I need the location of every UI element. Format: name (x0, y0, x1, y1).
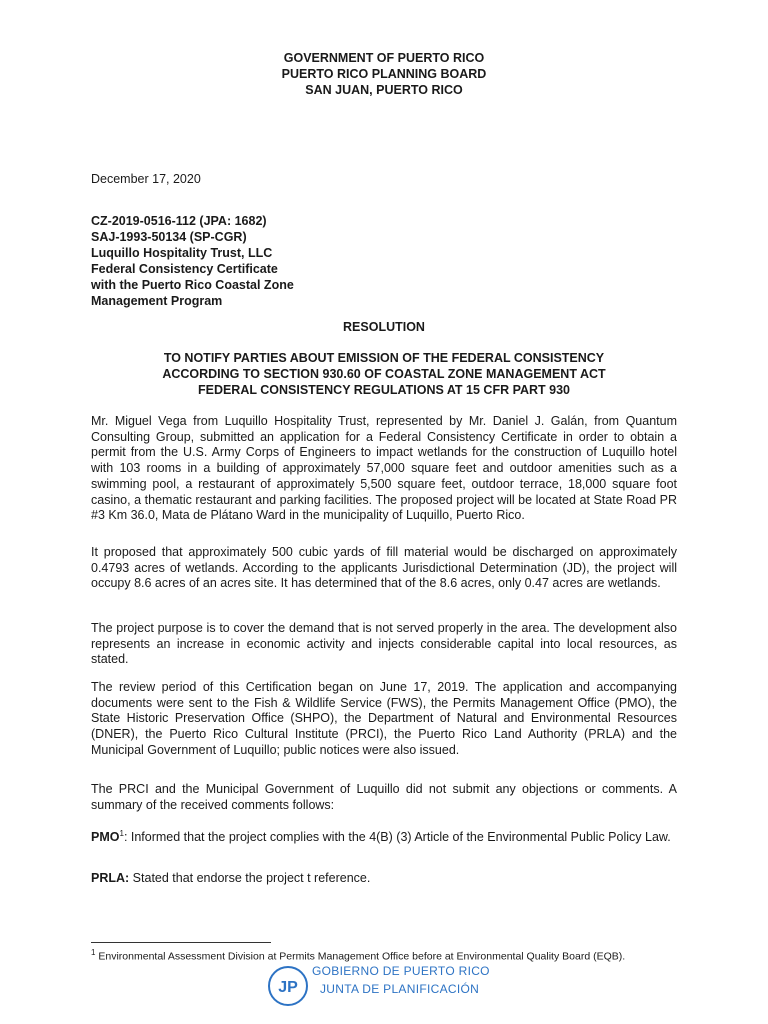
subject-line: ACCORDING TO SECTION 930.60 OF COASTAL ZONE MANAGEMENT ACT (162, 367, 606, 381)
seal-letters: JP (278, 979, 298, 996)
document-date: December 17, 2020 (91, 172, 201, 186)
paragraph-review-period: The review period of this Certification began on June 17, 2019. The application and accompanying documents were sent to the Fish & Wildlife Service (FWS), the Permits Management Office (PMO), the State Historic Preservation Office (SHPO), the Department of Natural and Environmental Resources (DNER), the Puerto Rico Cultural Institute (PRCI), the Puerto Rico Land Authority (PRLA) and the Municipal Government of Luquillo; public notices were also issued. (91, 680, 677, 757)
footnote-text: Environmental Assessment Division at Permits Management Office before at Environmental Quality Board (EQB). (98, 950, 626, 963)
reference-line: CZ-2019-0516-112 (JPA: 1682) (91, 214, 267, 228)
reference-line: Luquillo Hospitality Trust, LLC (91, 246, 273, 260)
logo-line-1: GOBIERNO DE PUERTO RICO (312, 964, 490, 978)
jp-seal-icon (268, 966, 308, 1006)
subject-line: TO NOTIFY PARTIES ABOUT EMISSION OF THE FEDERAL CONSISTENCY (163, 351, 605, 365)
paragraph-pmo-comment (91, 826, 677, 846)
paragraph-application: Mr. Miguel Vega from Luquillo Hospitality Trust, represented by Mr. Daniel J. Galán, from Quantum Consulting Group, submitted an application for a Federal Consistency Certificate in order to obtain a permit from the U.S. Army Corps of Engineers to impact wetlands for the construction of Luquillo hotel with 103 rooms in a building of approximately 57,000 square feet and outdoor amenities such as a swimming pool, a restaurant of approximately 5,500 square feet, outdoor terrace, 18,000 square foot casino, a thematic restaurant and parking facilities. The proposed project will be located at State Road PR #3 Km 36.0, Mata de Plátano Ward in the municipality of Luquillo, Puerto Rico. (91, 414, 677, 523)
subject-line: FEDERAL CONSISTENCY REGULATIONS AT 15 CFR PART 930 (197, 383, 571, 397)
paragraph-prla-comment (91, 871, 677, 887)
paragraph-fill-material: It proposed that approximately 500 cubic yards of fill material would be discharged on approximately 0.4793 acres of wetlands. According to the applicants Jurisdictional Determination (JD), the project will occupy 8.6 acres of an acres site. It has determined that of the 8.6 acres, only 0.47 acres are wetlands. (91, 545, 677, 591)
pmo-comment-text: : Informed that the project complies with the 4(B) (3) Article of the Environmental Public Policy Law. (123, 830, 671, 845)
reference-block (91, 213, 294, 309)
resolution-subject (0, 350, 768, 398)
paragraph-summary-intro: The PRCI and the Municipal Government of Luquillo did not submit any objections or comments. A summary of the received comments follows: (91, 782, 677, 812)
reference-line: Management Program (91, 294, 223, 308)
prla-label: PRLA: (91, 871, 130, 885)
pmo-label: PMO (91, 830, 120, 845)
footnote (91, 948, 691, 963)
footnote-marker: 1 (91, 948, 96, 957)
letterhead (0, 50, 768, 98)
resolution-title: RESOLUTION (343, 320, 425, 334)
letterhead-line-1: GOVERNMENT OF PUERTO RICO (283, 51, 485, 65)
logo-line-2: JUNTA DE PLANIFICACIÓN (320, 982, 480, 996)
footnote-divider (91, 942, 271, 943)
reference-line: with the Puerto Rico Coastal Zone (91, 278, 294, 292)
prla-comment-text: Stated that endorse the project t reference. (129, 871, 371, 885)
footnote-ref: 1 (119, 829, 124, 838)
reference-line: SAJ-1993-50134 (SP-CGR) (91, 230, 247, 244)
paragraph-purpose: The project purpose is to cover the demand that is not served properly in the area. The development also represents an increase in economic activity and injects considerable capital into local resources, as stated. (91, 621, 677, 667)
letterhead-line-3: SAN JUAN, PUERTO RICO (305, 83, 463, 97)
planning-board-logo (268, 962, 508, 1020)
reference-line: Federal Consistency Certificate (91, 262, 278, 276)
letterhead-line-2: PUERTO RICO PLANNING BOARD (281, 67, 487, 81)
